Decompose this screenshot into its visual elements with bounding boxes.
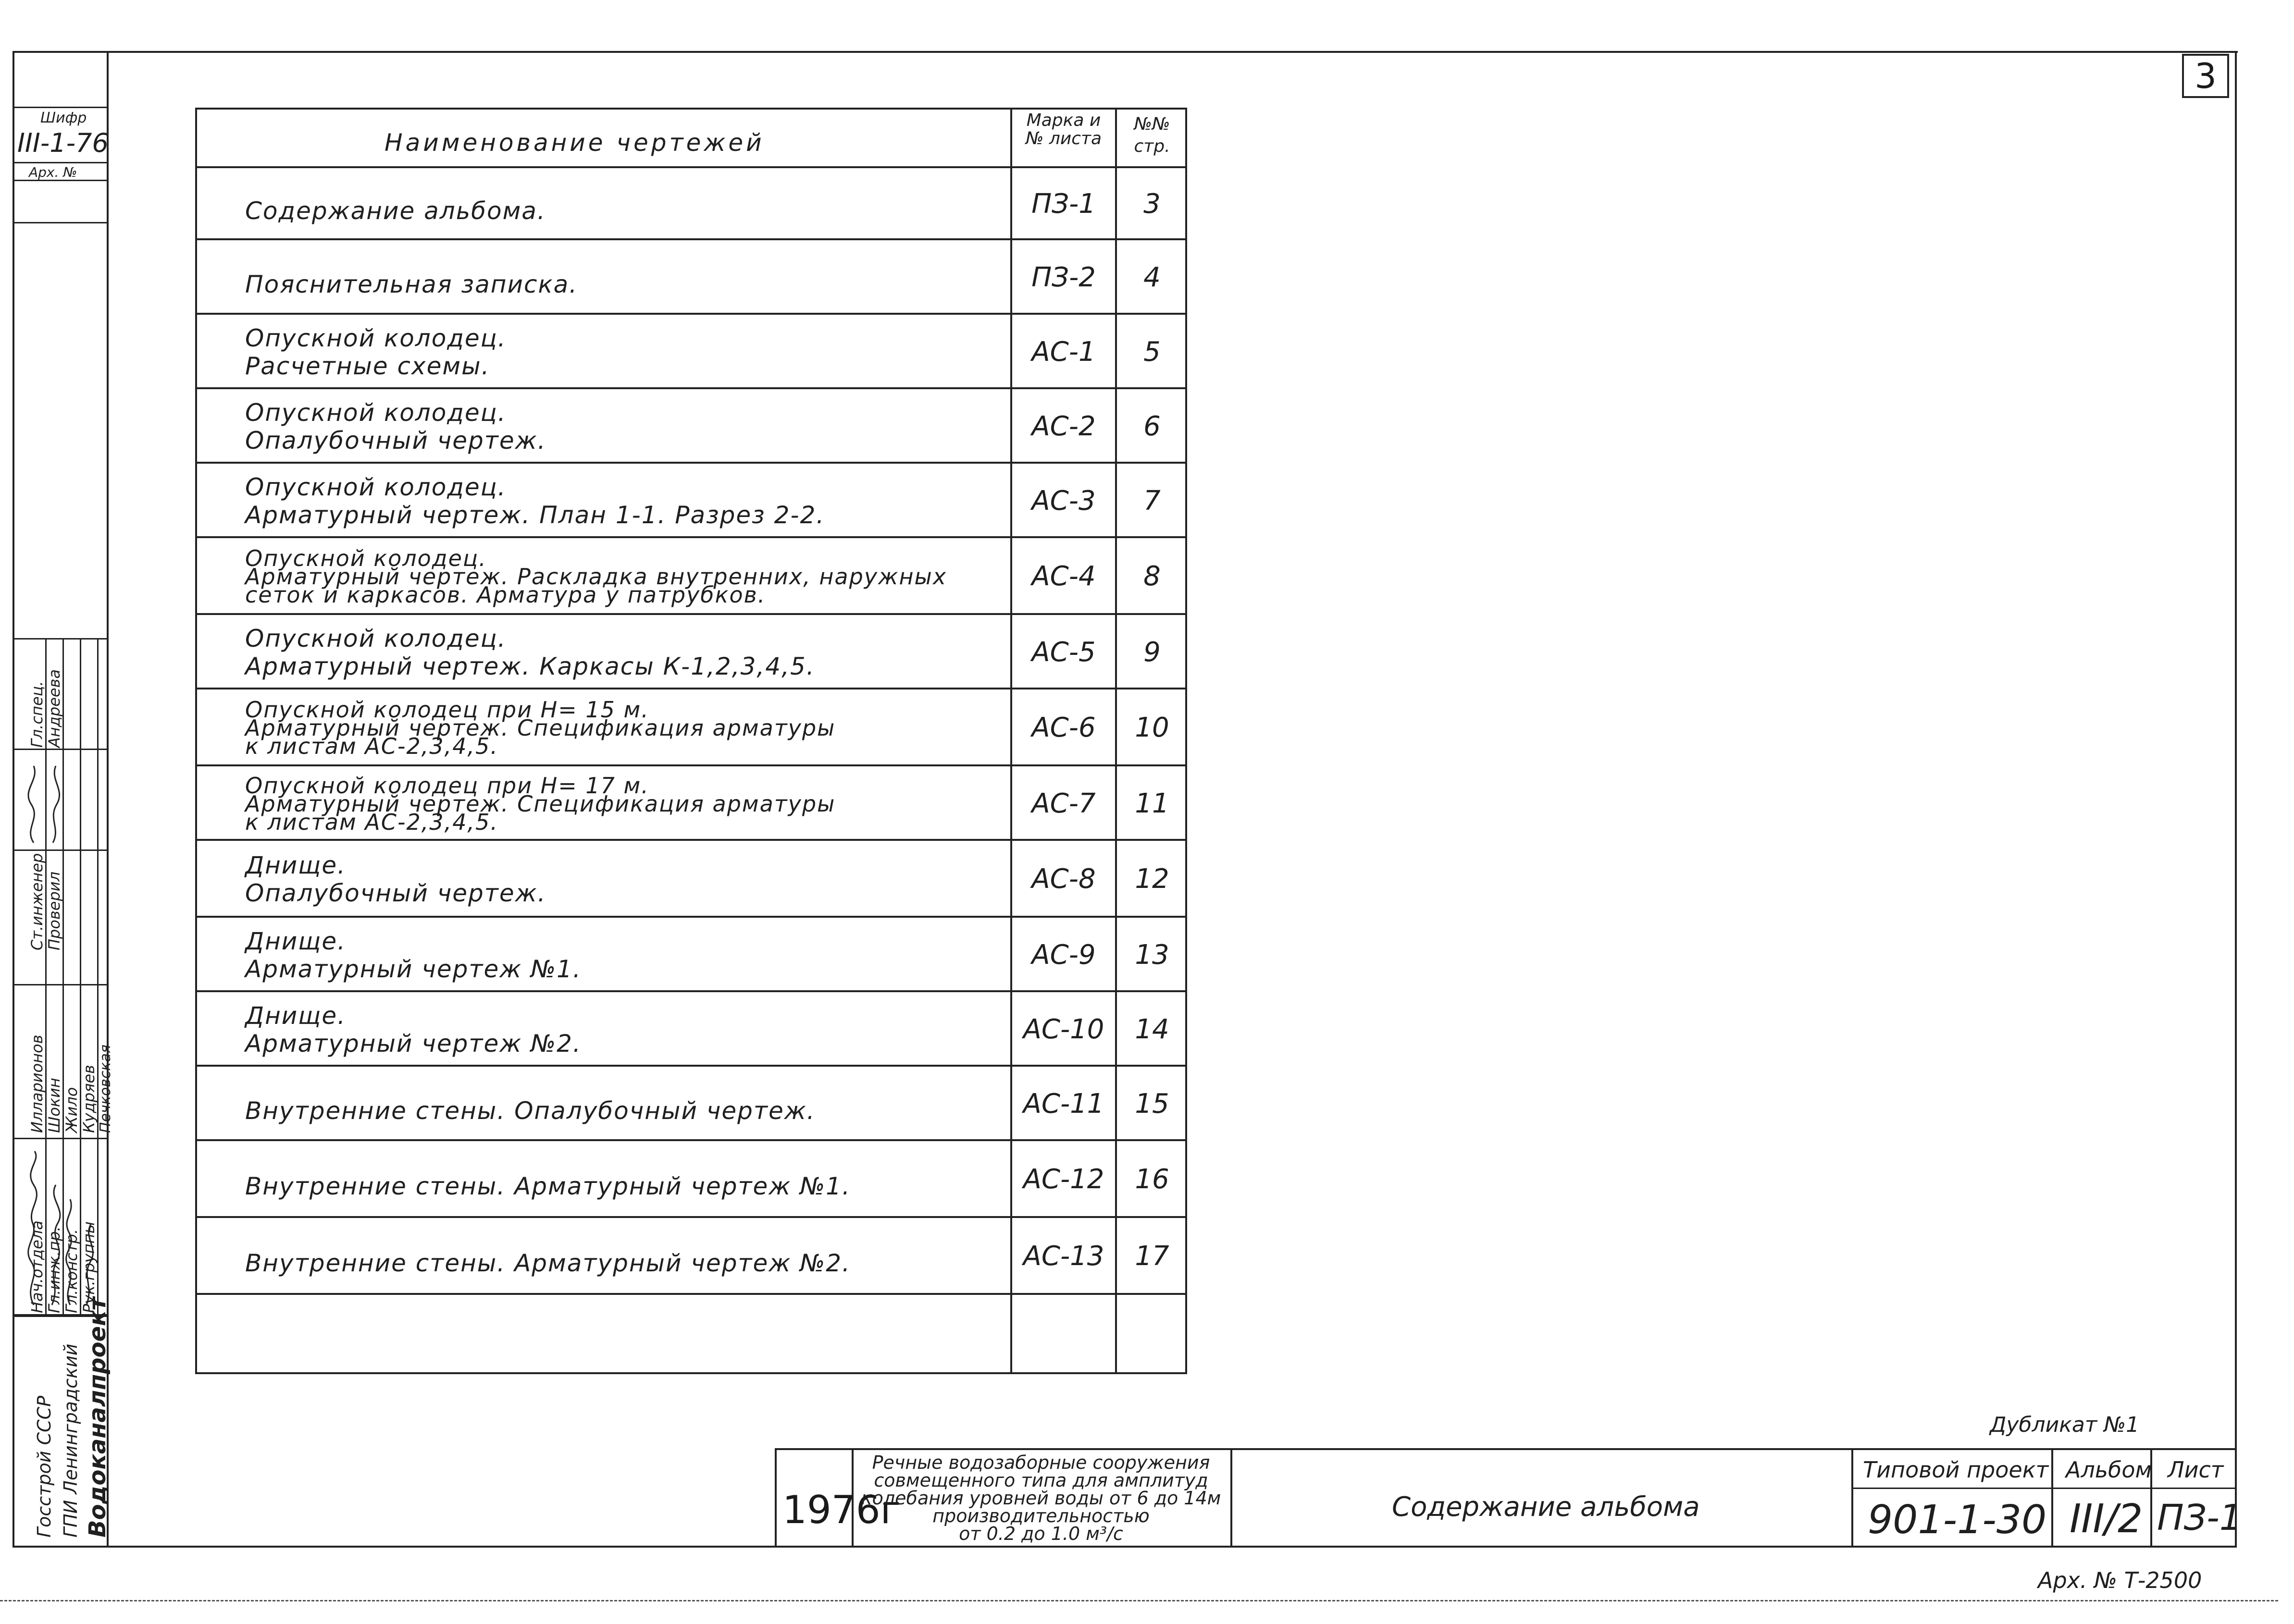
inner-frame-top: [108, 51, 2237, 52]
position-label: Проверил: [45, 871, 63, 950]
header-mark: Марка и № листа: [1025, 111, 1102, 148]
page-number-box: [2182, 54, 2229, 98]
position-label: Гл.спец.: [28, 681, 46, 748]
row-name-line: к листам АС-2,3,4,5.: [245, 809, 499, 835]
row-name-line: Арматурный чертеж. Спецификация арматуры: [245, 715, 836, 741]
position-label: Гл.констр.: [62, 1229, 81, 1313]
row-page: [1117, 1295, 1187, 1367]
row-name-line: Внутренние стены. Арматурный чертеж №2.: [245, 1249, 851, 1277]
position-label: Гл.инж.пр.: [45, 1226, 63, 1313]
row-name-line: Арматурный чертеж. Раскладка внутренних, наружных: [245, 564, 947, 590]
position-label: Рук.группы: [80, 1221, 98, 1313]
row-name-line: Опускной колодец.: [245, 398, 507, 427]
row-name-line: Пояснительная записка.: [245, 270, 578, 298]
table-row: [197, 166, 1187, 238]
row-mark: АС-11: [1023, 1088, 1104, 1120]
table-row: [197, 916, 1187, 990]
table-row: [197, 1065, 1187, 1139]
row-name: [245, 1249, 1004, 1277]
row-name: [245, 473, 1004, 529]
contents-table: [195, 108, 1187, 1374]
row-mark: АС-8: [1031, 863, 1096, 895]
row-name-line: Опалубочный чертеж.: [245, 426, 546, 455]
archive-number: Арх. № Т-2500: [2038, 1567, 2202, 1593]
row-name: [245, 772, 1004, 835]
row-name: [245, 324, 1004, 380]
name-label: Жило: [62, 1087, 81, 1133]
signature-scribbles: [14, 1142, 107, 1315]
row-name-line: Днище.: [245, 1001, 346, 1030]
project-title: Речные водозаборные сооружения совмещенного типа для амплитуд колебания уровней воды от 6 до 14м производительностью от 0.2 до 1.0 м³/с: [861, 1452, 1221, 1544]
org-line-1: Госстрой СССР: [34, 1395, 55, 1538]
row-page: 12: [1135, 863, 1169, 895]
row-mark: АС-4: [1031, 561, 1096, 592]
row-name: [245, 545, 1004, 608]
row-name-line: Днище.: [245, 927, 346, 955]
row-mark: АС-2: [1031, 411, 1096, 442]
row-name-line: Внутренние стены. Арматурный чертеж №1.: [245, 1172, 851, 1200]
row-page: 5: [1143, 336, 1161, 368]
org-line-2: ГПИ Ленинградский: [60, 1343, 81, 1538]
table-row: [197, 238, 1187, 313]
row-name-line: Опускной колодец при Н= 15 м.: [245, 697, 649, 723]
name-label: Шокин: [45, 1078, 63, 1133]
row-name-line: Арматурный чертеж. План 1-1. Разрез 2-2.: [245, 501, 825, 529]
year: 1976г: [782, 1488, 901, 1532]
row-page: 17: [1135, 1241, 1169, 1272]
row-page: 10: [1135, 712, 1169, 743]
table-row: [197, 1216, 1187, 1293]
row-page: 6: [1143, 411, 1161, 442]
row-name: [245, 927, 1004, 983]
row-name: [245, 697, 1004, 759]
row-page: 9: [1143, 637, 1161, 668]
row-name-line: Опускной колодец.: [245, 624, 507, 652]
position-label: Нач.отдела: [28, 1220, 46, 1313]
table-row: [197, 1139, 1187, 1216]
row-name: [245, 851, 1004, 907]
row-name: [245, 1097, 1004, 1125]
row-page: 16: [1135, 1164, 1169, 1195]
row-name-line: Содержание альбома.: [245, 197, 546, 225]
row-name-line: Опускной колодец при Н= 17 м.: [245, 772, 649, 799]
row-mark: АС-6: [1031, 712, 1096, 743]
row-name-line: Днище.: [245, 851, 346, 879]
row-name: [245, 1002, 1004, 1058]
row-mark: ПЗ-2: [1031, 262, 1096, 293]
table-row: [197, 462, 1187, 536]
row-mark: АС-1: [1031, 336, 1096, 368]
row-mark: АС-7: [1031, 788, 1096, 819]
row-page: 8: [1143, 561, 1161, 592]
row-page: 7: [1143, 485, 1161, 517]
table-row: [197, 764, 1187, 839]
sheet-label: Лист: [2168, 1457, 2224, 1483]
album-value: III/2: [2070, 1496, 2143, 1542]
table-row: [197, 313, 1187, 387]
title-block: [775, 1448, 2242, 1548]
table-row: [197, 990, 1187, 1065]
row-name-line: Арматурный чертеж. Спецификация арматуры: [245, 790, 836, 817]
duplicate-label: Дубликат №1: [1990, 1413, 2140, 1437]
row-page: 11: [1135, 788, 1169, 819]
row-name-line: Опускной колодец.: [245, 545, 487, 571]
cipher-value: III-1-76: [17, 128, 109, 158]
table-row: [197, 839, 1187, 916]
sheet-value: ПЗ-1: [2157, 1497, 2242, 1538]
position-label: Ст.инженер: [28, 853, 46, 950]
row-page: 14: [1135, 1014, 1169, 1045]
header-page: №№ стр.: [1134, 114, 1170, 156]
row-name-line: Арматурный чертеж №2.: [245, 1029, 582, 1058]
row-mark: АС-13: [1023, 1241, 1104, 1272]
row-mark: АС-3: [1031, 485, 1096, 517]
row-name-line: Арматурный чертеж. Каркасы К-1,2,3,4,5.: [245, 652, 815, 680]
row-name: [245, 197, 1004, 225]
row-name: [245, 271, 1004, 298]
sheet-title: Содержание альбома: [1392, 1491, 1700, 1523]
row-mark: АС-12: [1023, 1164, 1104, 1195]
row-name-line: Опалубочный чертеж.: [245, 879, 546, 907]
row-name-line: Опускной колодец.: [245, 473, 507, 501]
name-label: Андреева: [45, 669, 63, 748]
row-name-line: Внутренние стены. Опалубочный чертеж.: [245, 1096, 816, 1125]
name-label: Печковская: [97, 1045, 114, 1133]
typical-project-value: 901-1-30: [1868, 1497, 2047, 1543]
row-page: 3: [1143, 188, 1161, 220]
typical-project-label: Типовой проект: [1863, 1457, 2049, 1483]
table-row: [197, 536, 1187, 613]
bottom-dashed-line: [0, 1600, 2278, 1601]
row-name-line: Арматурный чертеж №1.: [245, 955, 582, 983]
row-mark: [1012, 1295, 1115, 1367]
row-mark: ПЗ-1: [1031, 188, 1096, 220]
row-mark: АС-5: [1031, 637, 1096, 668]
table-row: [197, 387, 1187, 462]
table-row: [197, 613, 1187, 688]
cipher-block: [14, 107, 107, 223]
row-page: 4: [1143, 262, 1161, 293]
cipher-label: Шифр: [40, 110, 87, 126]
row-name: [245, 1172, 1004, 1200]
organization-block: [14, 1297, 111, 1546]
archive-label: Арх. №: [29, 164, 77, 180]
table-row: [197, 1293, 1187, 1365]
name-label: Илларионов: [28, 1034, 46, 1133]
inner-frame-right: [2235, 51, 2237, 1548]
row-mark: АС-10: [1023, 1014, 1104, 1045]
row-name: [245, 625, 1004, 680]
row-mark: АС-9: [1031, 939, 1096, 971]
signature-block: [14, 638, 114, 1316]
row-name: [245, 399, 1004, 455]
page-number: 3: [2195, 56, 2217, 96]
signature-scribbles-top: [14, 751, 107, 848]
album-label: Альбом: [2066, 1457, 2152, 1483]
row-page: 13: [1135, 939, 1169, 971]
row-page: 15: [1135, 1088, 1169, 1120]
row-name-line: Опускной колодец.: [245, 324, 507, 352]
row-name-line: сеток и каркасов. Арматура у патрубков.: [245, 582, 766, 608]
row-name-line: Расчетные схемы.: [245, 352, 490, 380]
org-line-3: Водоканалпроект: [84, 1297, 111, 1538]
name-label: Кудряев: [80, 1065, 98, 1133]
header-name: Наименование чертежей: [384, 129, 765, 157]
row-name-line: к листам АС-2,3,4,5.: [245, 733, 499, 759]
table-row: [197, 688, 1187, 764]
